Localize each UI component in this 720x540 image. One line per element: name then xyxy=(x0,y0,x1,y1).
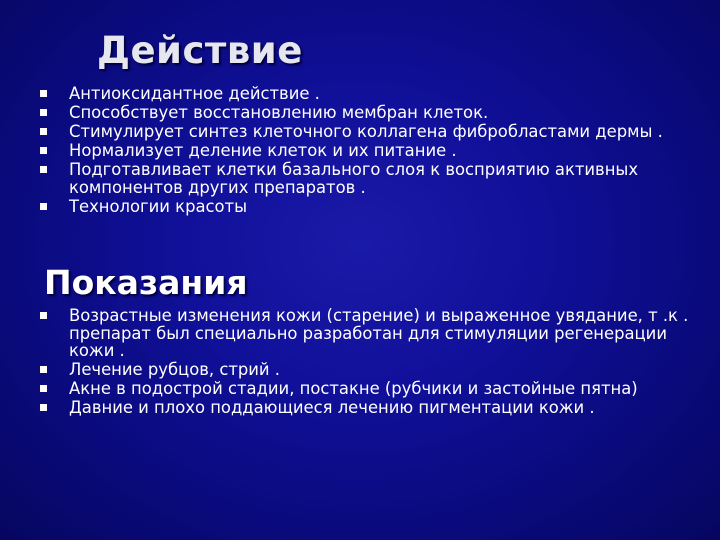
list-item-text: Давние и плохо поддающиеся лечению пигментации кожи . xyxy=(69,398,595,418)
list-item xyxy=(40,104,700,122)
square-bullet-icon xyxy=(40,166,47,173)
list-item-text: Акне в подострой стадии, постакне (рубчики и застойные пятна) xyxy=(69,379,638,399)
list-item xyxy=(40,142,700,160)
square-bullet-icon xyxy=(40,385,47,392)
square-bullet-icon xyxy=(40,366,47,373)
square-bullet-icon xyxy=(40,147,47,154)
list-item xyxy=(40,380,700,398)
list-item xyxy=(40,161,700,196)
list-item-text: Возрастные изменения кожи (старение) и выраженное увядание, т .к . препарат был специально разработан для стимуляции регенерации кожи . xyxy=(69,306,689,360)
list-item xyxy=(40,198,700,216)
square-bullet-icon xyxy=(40,203,47,210)
list-item-text: Способствует восстановлению мембран клеток. xyxy=(69,103,489,123)
square-bullet-icon xyxy=(40,128,47,135)
indications-list xyxy=(40,307,700,418)
square-bullet-icon xyxy=(40,312,47,319)
action-list xyxy=(40,85,700,217)
list-item-text: Технологии красоты xyxy=(69,196,248,216)
list-item-text: Антиоксидантное действие . xyxy=(69,84,320,103)
list-item xyxy=(40,123,700,141)
list-item-text: Стимулирует синтез клеточного коллагена фибробластами дермы . xyxy=(69,122,663,142)
list-item-text: Лечение рубцов, стрий . xyxy=(69,360,281,380)
list-item xyxy=(40,85,700,103)
list-item xyxy=(40,399,700,417)
list-item-text: Нормализует деление клеток и их питание . xyxy=(69,141,457,161)
square-bullet-icon xyxy=(40,90,47,97)
list-item xyxy=(40,307,700,360)
list-item xyxy=(40,361,700,379)
list-item-text: Подготавливает клетки базального слоя к восприятию активных компонентов других препаратов . xyxy=(69,160,639,197)
square-bullet-icon xyxy=(40,109,47,116)
slide-title: Действие xyxy=(97,29,303,72)
indications-heading: Показания xyxy=(44,263,248,302)
square-bullet-icon xyxy=(40,404,47,411)
